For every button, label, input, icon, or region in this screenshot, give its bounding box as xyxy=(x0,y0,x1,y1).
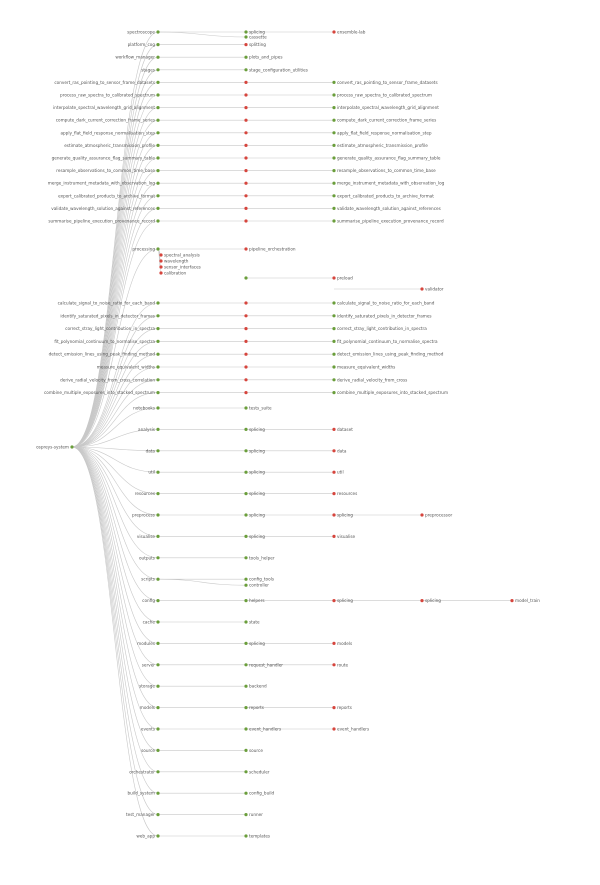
branch-node-dot[interactable] xyxy=(332,340,335,343)
node-label: processing xyxy=(132,246,155,252)
node-label: platform_cog xyxy=(127,42,155,48)
branch-node-dot[interactable] xyxy=(156,706,159,709)
leaf-node-dot[interactable] xyxy=(244,144,247,147)
branch-node-dot[interactable] xyxy=(156,378,159,381)
tree-edge xyxy=(72,447,158,686)
branch-node-dot[interactable] xyxy=(244,749,247,752)
branch-node-dot[interactable] xyxy=(156,43,159,46)
tree-edge xyxy=(72,145,158,447)
node-label: validate_wavelength_solution_against_references xyxy=(51,205,155,211)
branch-node-dot[interactable] xyxy=(244,727,247,730)
node-label: cassette xyxy=(249,34,267,40)
node-label: export_calibrated_products_to_archive_format xyxy=(337,193,434,199)
leaf-node-dot[interactable] xyxy=(244,327,247,330)
node-label: wavelength xyxy=(164,258,189,264)
branch-node-dot[interactable] xyxy=(156,365,159,368)
node-label: interpolate_spectral_wavelength_grid_alignment xyxy=(53,105,155,111)
leaf-node-dot[interactable] xyxy=(244,301,247,304)
leaf-node-dot[interactable] xyxy=(332,471,335,474)
node-label: correct_stray_light_contribution_in_spectra xyxy=(337,326,427,332)
node-label: ospreys-system xyxy=(36,444,69,450)
node-label: process_raw_spectra_to_calibrated_spectrum xyxy=(337,92,432,98)
branch-node-dot[interactable] xyxy=(156,207,159,210)
leaf-node-dot[interactable] xyxy=(159,271,162,274)
leaf-node-dot[interactable] xyxy=(244,340,247,343)
leaf-node-dot[interactable] xyxy=(244,81,247,84)
node-label: splicing xyxy=(249,426,265,432)
leaf-node-dot[interactable] xyxy=(510,599,513,602)
branch-node-dot[interactable] xyxy=(156,406,159,409)
branch-node-dot[interactable] xyxy=(156,119,159,122)
leaf-node-dot[interactable] xyxy=(332,449,335,452)
node-label: tools_helper xyxy=(249,555,275,561)
node-label: merge_instrument_metadata_with_observation_log xyxy=(47,180,155,186)
node-label: resources xyxy=(337,491,358,497)
branch-node-dot[interactable] xyxy=(244,428,247,431)
tree-edge xyxy=(72,447,158,561)
node-label: scripts xyxy=(141,576,155,582)
branch-node-dot[interactable] xyxy=(156,131,159,134)
branch-node-dot[interactable] xyxy=(244,792,247,795)
node-label: route xyxy=(337,662,349,668)
node-label: splicing xyxy=(249,512,265,518)
leaf-node-dot[interactable] xyxy=(244,247,247,250)
tree-nodes xyxy=(36,30,540,839)
leaf-node-dot[interactable] xyxy=(420,599,423,602)
node-label: detect_emission_lines_using_peak_finding_method xyxy=(337,351,444,357)
node-label: visualise xyxy=(337,533,356,539)
node-label: derive_radial_velocity_from_cross xyxy=(337,377,408,383)
branch-node-dot[interactable] xyxy=(332,194,335,197)
node-label: splicing xyxy=(337,598,353,604)
branch-node-dot[interactable] xyxy=(156,513,159,516)
node-label: spectral_analysis xyxy=(164,252,200,258)
branch-node-dot[interactable] xyxy=(244,492,247,495)
node-label: splicing xyxy=(249,640,265,646)
node-label: spectroscope xyxy=(127,29,155,35)
branch-node-dot[interactable] xyxy=(244,535,247,538)
node-label: pipeline_orchestration xyxy=(249,246,296,252)
branch-node-dot[interactable] xyxy=(156,770,159,773)
node-label: config_tools xyxy=(249,576,275,582)
branch-node-dot[interactable] xyxy=(244,620,247,623)
branch-node-dot[interactable] xyxy=(156,428,159,431)
node-label: build_system xyxy=(127,790,155,796)
branch-node-dot[interactable] xyxy=(156,813,159,816)
branch-node-dot[interactable] xyxy=(156,792,159,795)
leaf-node-dot[interactable] xyxy=(332,535,335,538)
node-label: cache xyxy=(142,619,155,625)
branch-node-dot[interactable] xyxy=(332,156,335,159)
leaf-node-dot[interactable] xyxy=(332,428,335,431)
branch-node-dot[interactable] xyxy=(156,749,159,752)
branch-node-dot[interactable] xyxy=(244,706,247,709)
branch-node-dot[interactable] xyxy=(244,584,247,587)
branch-node-dot[interactable] xyxy=(244,642,247,645)
tree-edge xyxy=(158,579,246,585)
branch-node-dot[interactable] xyxy=(156,144,159,147)
branch-node-dot[interactable] xyxy=(156,685,159,688)
branch-node-dot[interactable] xyxy=(156,81,159,84)
branch-node-dot[interactable] xyxy=(156,578,159,581)
node-label: util xyxy=(337,469,344,475)
leaf-node-dot[interactable] xyxy=(244,93,247,96)
node-label: summarise_pipeline_execution_provenance_record xyxy=(337,218,444,224)
leaf-node-dot[interactable] xyxy=(244,314,247,317)
leaf-node-dot[interactable] xyxy=(244,169,247,172)
node-label: identify_saturated_pixels_in_detector_frames xyxy=(60,313,155,319)
node-label: model_train xyxy=(515,598,540,604)
leaf-node-dot[interactable] xyxy=(244,391,247,394)
node-label: scheduler xyxy=(249,769,270,775)
node-label: outputs xyxy=(139,555,155,561)
leaf-node-dot[interactable] xyxy=(244,207,247,210)
node-label: state xyxy=(249,619,260,625)
node-label: event_handlers xyxy=(249,726,282,732)
node-label: runner xyxy=(249,812,263,818)
node-label: splicing xyxy=(337,512,353,518)
leaf-node-dot[interactable] xyxy=(332,727,335,730)
branch-node-dot[interactable] xyxy=(332,182,335,185)
node-label: notebooks xyxy=(133,405,155,411)
branch-node-dot[interactable] xyxy=(332,93,335,96)
leaf-node-dot[interactable] xyxy=(244,156,247,159)
node-label: reports xyxy=(337,705,352,711)
node-label: interpolate_spectral_wavelength_grid_alignment xyxy=(337,105,439,111)
node-label: splitting xyxy=(249,42,266,48)
node-label: validate_wavelength_solution_against_references xyxy=(337,205,441,211)
tree-edge xyxy=(72,303,158,447)
node-label: splicing xyxy=(249,469,265,475)
branch-node-dot[interactable] xyxy=(244,813,247,816)
branch-node-dot[interactable] xyxy=(244,35,247,38)
node-label: storage xyxy=(139,683,155,689)
node-label: resample_observations_to_common_time_base xyxy=(337,168,436,174)
node-label: measure_equivalent_widths xyxy=(337,364,396,370)
node-label: preprocessor xyxy=(425,512,453,518)
node-label: calibration xyxy=(164,270,187,276)
branch-node-dot[interactable] xyxy=(244,30,247,33)
node-label: ensemble-lab xyxy=(337,29,366,35)
node-label: splicing xyxy=(249,533,265,539)
node-label: derive_radial_velocity_from_cross_correlation xyxy=(60,377,155,383)
leaf-node-dot[interactable] xyxy=(159,265,162,268)
branch-node-dot[interactable] xyxy=(332,365,335,368)
node-label: plots_and_pipes xyxy=(249,54,283,60)
node-label: dataset xyxy=(337,426,353,432)
node-label: controller xyxy=(249,582,269,588)
branch-node-dot[interactable] xyxy=(244,406,247,409)
node-label: helpers xyxy=(249,598,265,604)
leaf-node-dot[interactable] xyxy=(332,492,335,495)
node-label: detect_emission_lines_using_peak_finding_method xyxy=(48,351,155,357)
branch-node-dot[interactable] xyxy=(332,353,335,356)
node-label: models xyxy=(337,640,353,646)
node-label: util xyxy=(148,469,155,475)
leaf-node-dot[interactable] xyxy=(332,642,335,645)
node-label: server xyxy=(141,662,155,668)
branch-node-dot[interactable] xyxy=(156,449,159,452)
branch-node-dot[interactable] xyxy=(244,513,247,516)
node-label: data xyxy=(337,448,347,454)
branch-node-dot[interactable] xyxy=(156,353,159,356)
node-label: templates xyxy=(249,833,271,839)
branch-node-dot[interactable] xyxy=(332,219,335,222)
node-label: stage_configuration_utilities xyxy=(249,67,308,73)
branch-node-dot[interactable] xyxy=(156,327,159,330)
node-label: process_raw_spectra_to_calibrated_spectrum xyxy=(60,92,155,98)
branch-node-dot[interactable] xyxy=(156,169,159,172)
node-label: combine_multiple_exposures_into_stacked_spectrum xyxy=(337,390,449,396)
node-label: web_app xyxy=(136,833,155,839)
leaf-node-dot[interactable] xyxy=(244,119,247,122)
node-label: validator xyxy=(425,286,444,292)
leaf-node-dot[interactable] xyxy=(420,287,423,290)
node-label: resources xyxy=(134,491,155,497)
node-label: workflow_manager xyxy=(115,54,155,60)
leaf-node-dot[interactable] xyxy=(244,353,247,356)
leaf-node-dot[interactable] xyxy=(244,378,247,381)
branch-node-dot[interactable] xyxy=(332,119,335,122)
branch-node-dot[interactable] xyxy=(156,106,159,109)
branch-node-dot[interactable] xyxy=(156,834,159,837)
branch-node-dot[interactable] xyxy=(156,642,159,645)
node-label: source xyxy=(249,747,263,753)
branch-node-dot[interactable] xyxy=(156,194,159,197)
branch-node-dot[interactable] xyxy=(156,247,159,250)
node-label: apply_flat_field_response_normalisation_step xyxy=(337,130,432,136)
node-label: event_handlers xyxy=(337,726,370,732)
branch-node-dot[interactable] xyxy=(156,556,159,559)
branch-node-dot[interactable] xyxy=(156,727,159,730)
branch-node-dot[interactable] xyxy=(332,169,335,172)
node-label: measure_equivalent_widths xyxy=(96,364,155,370)
branch-node-dot[interactable] xyxy=(156,156,159,159)
node-label: splicing xyxy=(425,598,441,604)
node-label: correct_stray_light_contribution_in_spectra xyxy=(65,326,155,332)
branch-node-dot[interactable] xyxy=(244,556,247,559)
leaf-node-dot[interactable] xyxy=(332,599,335,602)
node-label: generate_quality_assurance_flag_summary_table xyxy=(51,155,155,161)
node-label: calculate_signal_to_noise_ratio_for_each_band xyxy=(337,300,435,306)
branch-node-dot[interactable] xyxy=(332,144,335,147)
branch-node-dot[interactable] xyxy=(156,391,159,394)
node-label: convert_ras_pointing_to_sensor_frame_datasets xyxy=(54,79,155,85)
branch-node-dot[interactable] xyxy=(156,535,159,538)
node-label: compute_dark_current_correction_frame_series xyxy=(337,117,437,123)
branch-node-dot[interactable] xyxy=(244,56,247,59)
leaf-node-dot[interactable] xyxy=(244,43,247,46)
branch-node-dot[interactable] xyxy=(244,685,247,688)
node-label: fit_polynomial_continuum_to_normalise_spectra xyxy=(337,338,438,344)
leaf-node-dot[interactable] xyxy=(332,30,335,33)
tree-edges xyxy=(72,29,512,836)
node-label: convert_ras_pointing_to_sensor_frame_datasets xyxy=(337,79,438,85)
branch-node-dot[interactable] xyxy=(156,182,159,185)
branch-node-dot[interactable] xyxy=(244,276,247,279)
node-label: splicing xyxy=(249,448,265,454)
node-label: test_manager xyxy=(126,812,155,818)
branch-node-dot[interactable] xyxy=(156,93,159,96)
node-label: fit_polynomial_continuum_to_normalise_spectra xyxy=(54,338,155,344)
branch-node-dot[interactable] xyxy=(332,391,335,394)
leaf-node-dot[interactable] xyxy=(332,513,335,516)
branch-node-dot[interactable] xyxy=(244,599,247,602)
branch-node-dot[interactable] xyxy=(332,81,335,84)
leaf-node-dot[interactable] xyxy=(159,253,162,256)
branch-node-dot[interactable] xyxy=(156,663,159,666)
leaf-node-dot[interactable] xyxy=(332,276,335,279)
node-label: stages xyxy=(141,67,155,73)
branch-node-dot[interactable] xyxy=(156,56,159,59)
node-label: compute_dark_current_correction_frame_series xyxy=(55,117,155,123)
branch-node-dot[interactable] xyxy=(332,106,335,109)
node-label: config xyxy=(142,598,155,604)
branch-node-dot[interactable] xyxy=(244,663,247,666)
branch-node-dot[interactable] xyxy=(156,599,159,602)
leaf-node-dot[interactable] xyxy=(244,365,247,368)
node-label: merge_instrument_metadata_with_observation_log xyxy=(337,180,445,186)
node-label: events xyxy=(140,726,155,732)
branch-node-dot[interactable] xyxy=(332,301,335,304)
branch-node-dot[interactable] xyxy=(156,492,159,495)
branch-node-dot[interactable] xyxy=(156,301,159,304)
tree-edge xyxy=(158,32,246,37)
branch-node-dot[interactable] xyxy=(156,68,159,71)
node-label: config_build xyxy=(249,790,275,796)
node-label: combine_multiple_exposures_into_stacked_spectrum xyxy=(43,390,155,396)
node-label: sensor_interfaces xyxy=(164,264,201,270)
branch-node-dot[interactable] xyxy=(244,578,247,581)
node-label: splicing xyxy=(249,491,265,497)
leaf-node-dot[interactable] xyxy=(332,663,335,666)
node-label: reports xyxy=(249,705,264,711)
node-label: tests_suite xyxy=(249,405,272,411)
node-label: identify_saturated_pixels_in_detector_frames xyxy=(337,313,432,319)
node-label: data xyxy=(145,448,155,454)
branch-node-dot[interactable] xyxy=(70,445,73,448)
node-label: orchestrator xyxy=(129,769,155,775)
node-label: visualise xyxy=(136,533,155,539)
branch-node-dot[interactable] xyxy=(156,219,159,222)
branch-node-dot[interactable] xyxy=(332,207,335,210)
leaf-node-dot[interactable] xyxy=(244,106,247,109)
leaf-node-dot[interactable] xyxy=(244,194,247,197)
node-label: resample_observations_to_common_time_base xyxy=(56,168,155,174)
branch-node-dot[interactable] xyxy=(244,449,247,452)
node-label: estimate_atmospheric_transmission_profile xyxy=(64,142,155,148)
branch-node-dot[interactable] xyxy=(332,378,335,381)
branch-node-dot[interactable] xyxy=(156,620,159,623)
branch-node-dot[interactable] xyxy=(244,68,247,71)
branch-node-dot[interactable] xyxy=(156,314,159,317)
node-label: export_calibrated_products_to_archive_format xyxy=(58,193,155,199)
node-label: generate_quality_assurance_flag_summary_table xyxy=(337,155,441,161)
branch-node-dot[interactable] xyxy=(332,131,335,134)
node-label: preprocess xyxy=(132,512,155,518)
node-label: request_handler xyxy=(249,662,284,668)
leaf-node-dot[interactable] xyxy=(332,706,335,709)
leaf-node-dot[interactable] xyxy=(159,259,162,262)
node-label: backend xyxy=(249,683,267,689)
node-label: preload xyxy=(337,275,353,281)
branch-node-dot[interactable] xyxy=(244,471,247,474)
branch-node-dot[interactable] xyxy=(332,314,335,317)
branch-node-dot[interactable] xyxy=(244,770,247,773)
node-label: summarise_pipeline_execution_provenance_record xyxy=(48,218,155,224)
leaf-node-dot[interactable] xyxy=(244,182,247,185)
node-label: estimate_atmospheric_transmission_profile xyxy=(337,142,428,148)
node-label: models xyxy=(139,705,155,711)
node-label: apply_flat_field_response_normalisation_step xyxy=(60,130,155,136)
node-label: calculate_signal_to_noise_ratio_for_each_band xyxy=(57,300,155,306)
node-label: analysis xyxy=(138,426,155,432)
node-label: splicing xyxy=(249,29,265,35)
branch-node-dot[interactable] xyxy=(156,30,159,33)
tree-edge xyxy=(72,447,158,643)
leaf-node-dot[interactable] xyxy=(244,219,247,222)
branch-node-dot[interactable] xyxy=(156,471,159,474)
node-label: source xyxy=(141,747,155,753)
leaf-node-dot[interactable] xyxy=(420,513,423,516)
branch-node-dot[interactable] xyxy=(156,340,159,343)
node-label: modules xyxy=(137,640,155,646)
leaf-node-dot[interactable] xyxy=(244,131,247,134)
branch-node-dot[interactable] xyxy=(244,834,247,837)
branch-node-dot[interactable] xyxy=(332,327,335,330)
